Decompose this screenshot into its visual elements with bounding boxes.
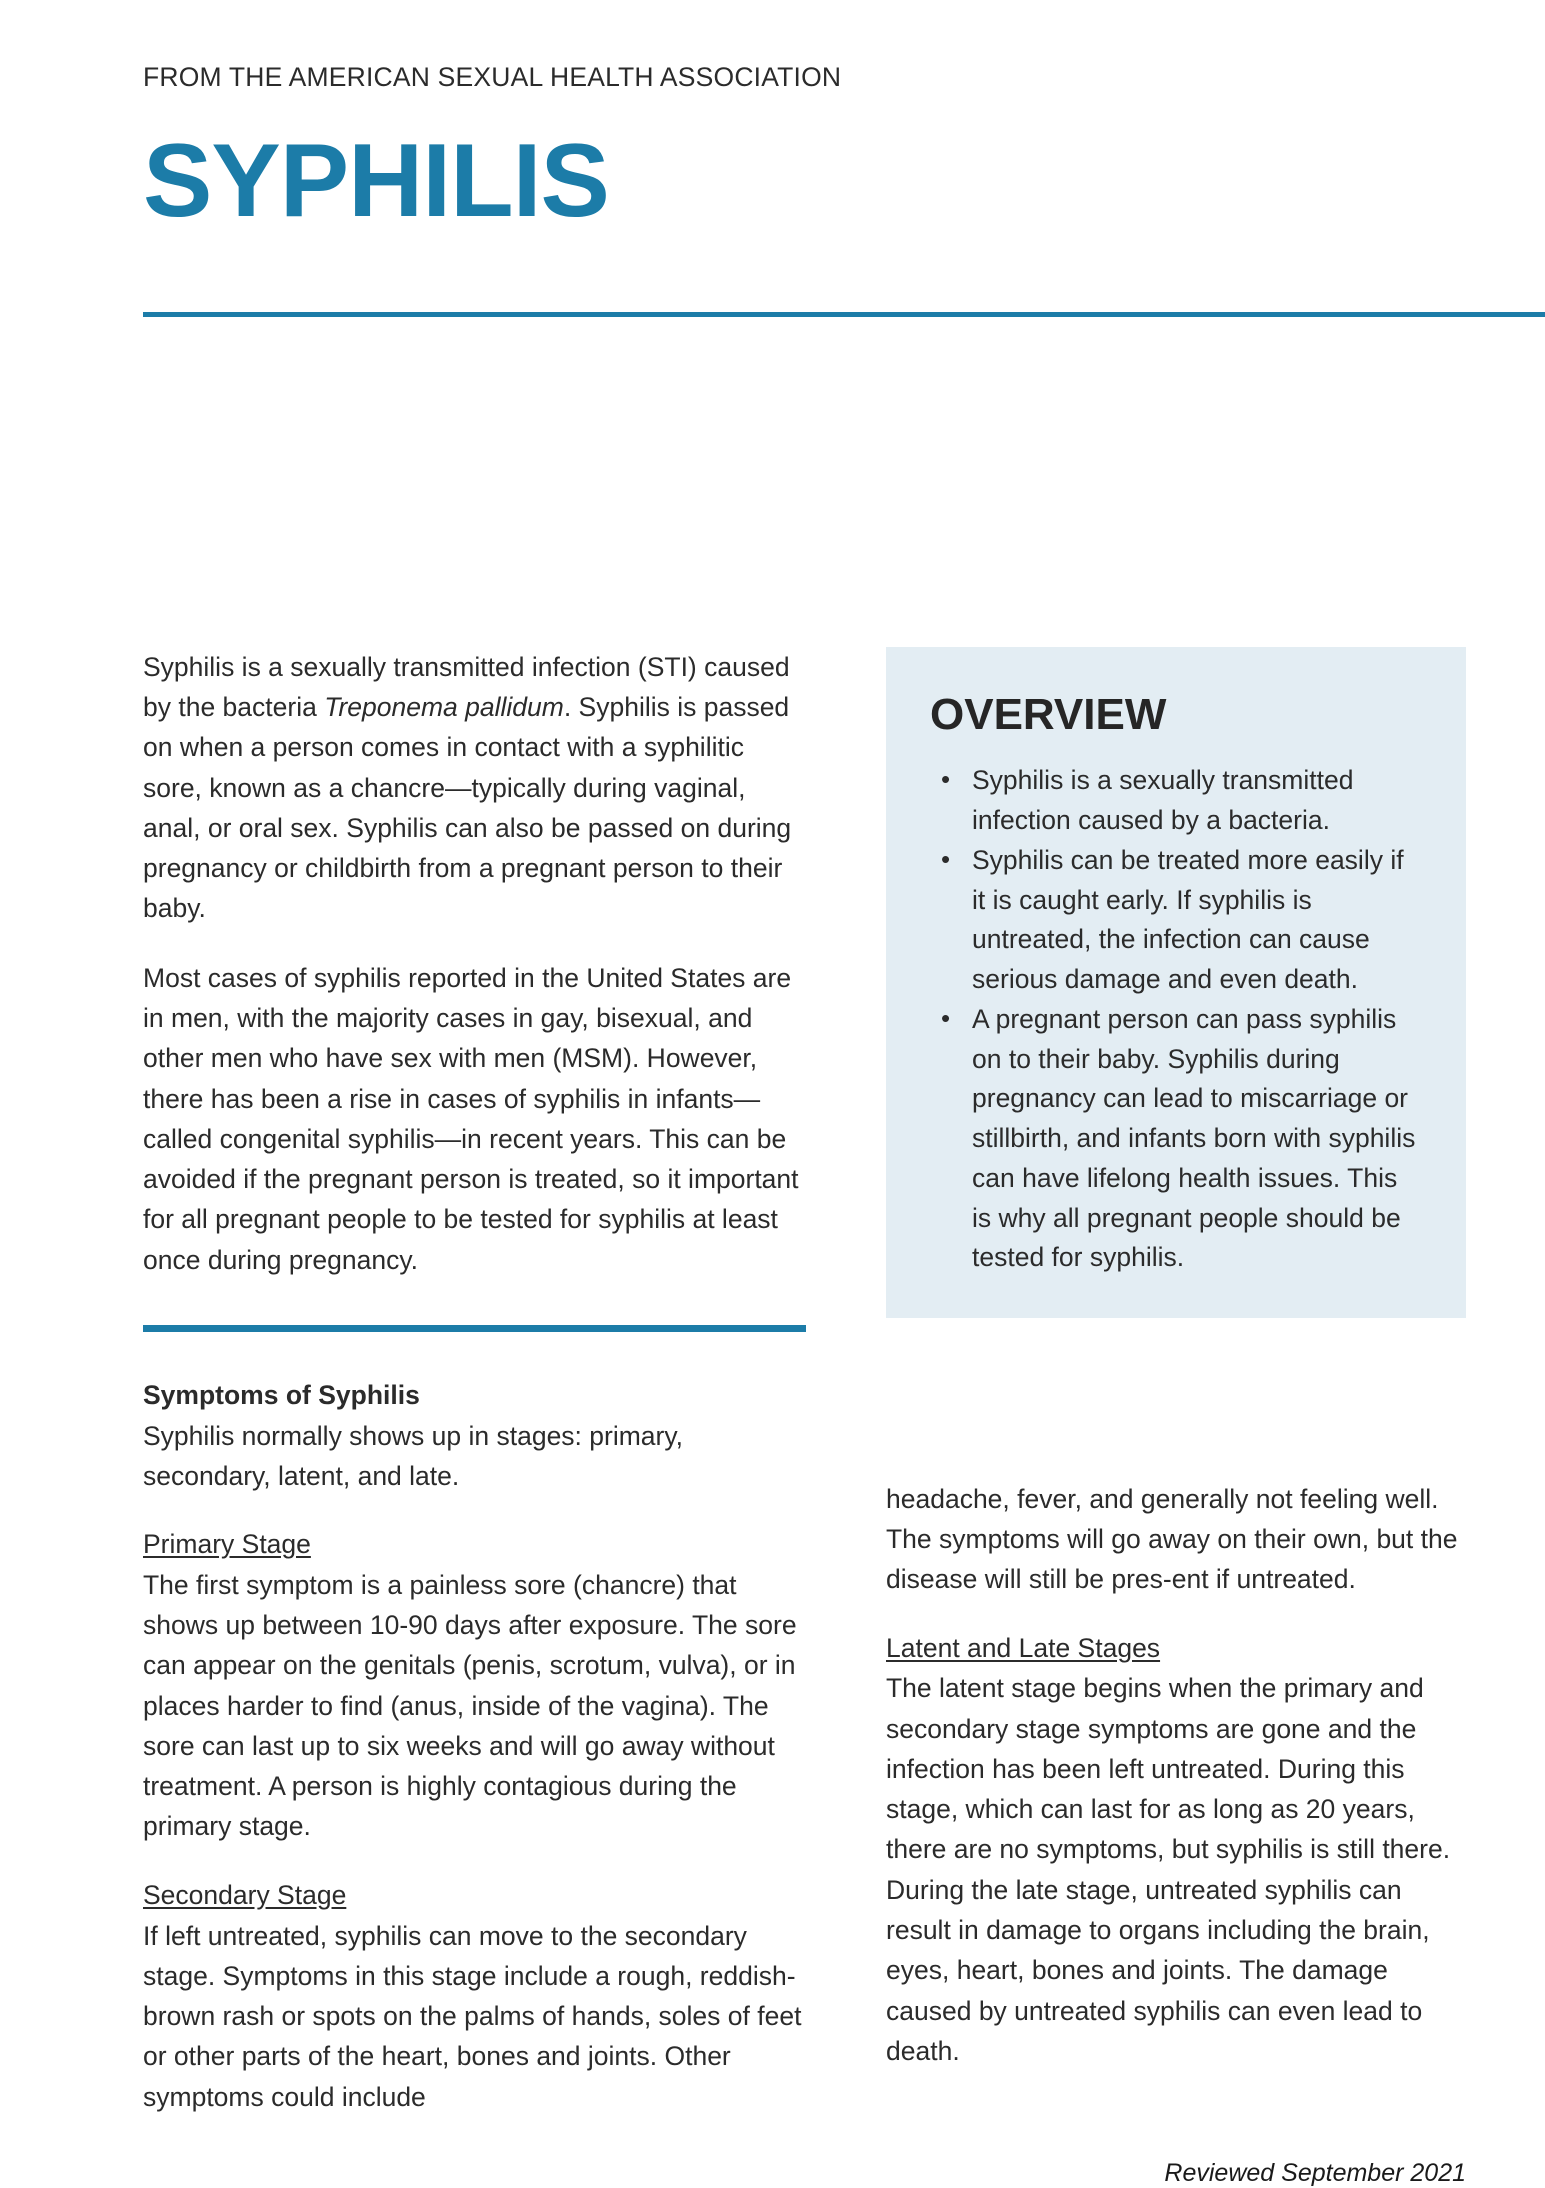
intro-part-2: . Syphilis is passed on when a person comes in contact with a syphilitic sore, known as a chancre—typically during vaginal, anal, or oral sex. Syphilis can also be passed on during pregnancy or childbirth from a pregnant person to their baby. [143,692,792,924]
overview-bullet-list [930,761,1422,1278]
secondary-stage-paragraph: If left untreated, syphilis can move to the secondary stage. Symptoms in this stage include a rough, reddish-brown rash or spots on the palms of hands, soles of feet or other parts of the heart, bones and joints. Other symptoms could include [143,1920,802,2112]
latent-late-stages-paragraph: The latent stage begins when the primary and secondary stage symptoms are gone and the infection has been left untreated. During this stage, which can last for as long as 20 years, there are no symptoms, but syphilis is still there. During the late stage, untreated syphilis can result in damage to organs including the brain, eyes, heart, bones and joints. The damage caused by untreated syphilis can even lead to death. [886,1673,1451,2066]
symptoms-heading: Symptoms of Syphilis [143,1379,420,1410]
publisher-kicker: FROM THE AMERICAN SEXUAL HEALTH ASSOCIATION [143,62,842,92]
list-item: • Syphilis is a sexually transmitted infection caused by a bacteria. [972,761,1422,841]
list-item: • Syphilis can be treated more easily if it is caught early. If syphilis is untreated, the infection can cause serious damage and even death. [972,841,1422,1000]
primary-stage-heading: Primary Stage [143,1529,311,1560]
intro-paragraph [143,647,806,929]
secondary-stage-heading: Secondary Stage [143,1879,347,1910]
symptoms-intro-paragraph: Syphilis normally shows up in stages: primary, secondary, latent, and late. [143,1420,684,1491]
intro-part-1: Syphilis is a sexually transmitted infection (STI) caused by the bacteria [143,651,790,723]
primary-stage-paragraph: The first symptom is a painless sore (chancre) that shows up between 10-90 days after exposure. The sore can appear on the genitals (penis, scrotum, vulva), or in places harder to find (anus, inside of the vagina). The sore can last up to six weeks and will go away without treatment. A person is highly contagious during the primary stage. [143,1569,797,1842]
overview-panel [886,647,1466,1318]
secondary-stage-continued-paragraph: headache, fever, and generally not feeling well. The symptoms will go away on their own, but the disease will still be pres-ent if untreated. [886,1483,1458,1595]
list-item: • A pregnant person can pass syphilis on to their baby. Syphilis during pregnancy can lead to miscarriage or stillbirth, and infants born with syphilis can have lifelong health issues. This is why all pregnant people should be tested for syphilis. [972,1000,1422,1278]
masthead [0,0,1545,279]
epidemiology-paragraph: Most cases of syphilis reported in the United States are in men, with the majority cases in gay, bisexual, and other men who have sex with men (MSM). However, there has been a rise in cases of syphilis in infants—called congenital syphilis—in recent years. This can be avoided if the pregnant person is treated, so it important for all pregnant people to be tested for syphilis at least once during pregnancy. [143,962,799,1275]
right-column [886,1479,1466,2100]
page-title: SYPHILIS [143,122,609,239]
bacteria-name: Treponema pallidum [324,692,564,723]
section-divider [143,1325,806,1332]
left-column [143,647,806,2117]
latent-late-stages-heading: Latent and Late Stages [886,1632,1161,1663]
reviewed-date: Reviewed September 2021 [1164,2158,1466,2187]
overview-heading: OVERVIEW [930,689,1167,739]
masthead-divider [143,312,1545,317]
masthead-rule-wrap [143,274,1405,279]
